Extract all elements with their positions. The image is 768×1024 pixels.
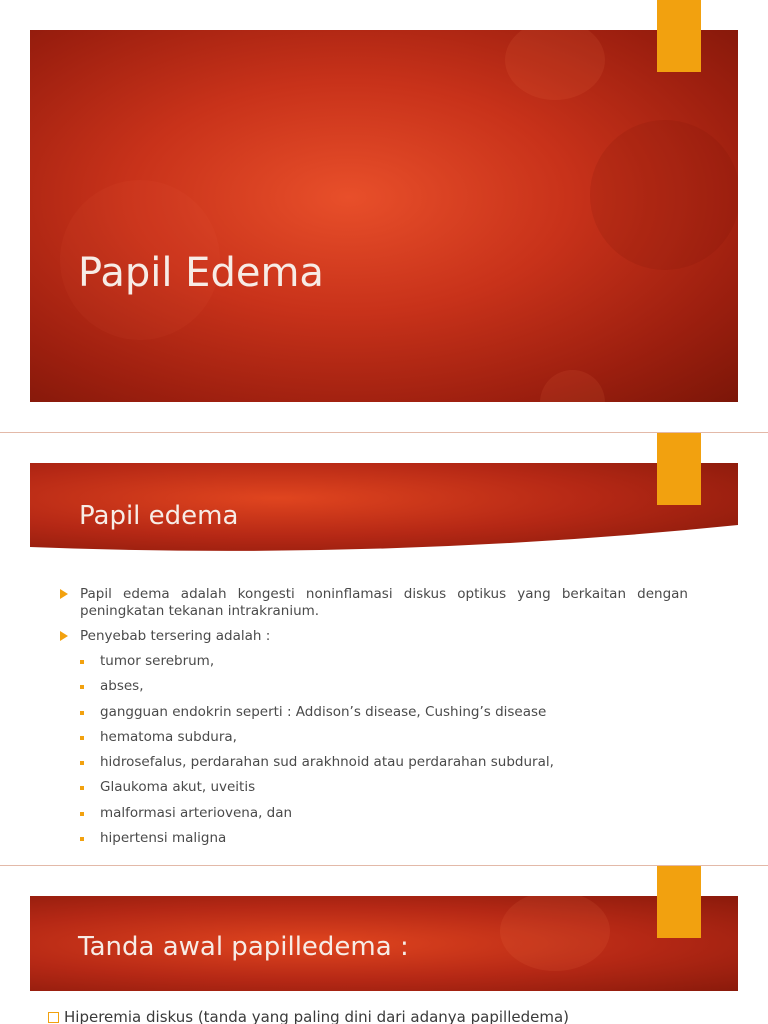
square-bullet-icon <box>80 786 84 790</box>
causes-list <box>60 649 688 851</box>
bullet-text: Hiperemia diskus (tanda yang paling dini dari adanya papilledema) <box>64 1008 570 1024</box>
square-bullet-icon <box>80 812 84 816</box>
slide-2 <box>0 433 768 865</box>
square-bullet-icon <box>80 736 84 740</box>
cause-item: malformasi arteriovena, dan <box>60 801 688 826</box>
bokeh-circle <box>590 120 738 270</box>
slide-title: Tanda awal papilledema : <box>78 932 409 962</box>
accent-tab <box>657 0 701 72</box>
slide-3 <box>0 866 768 1024</box>
bokeh-circle <box>505 30 605 100</box>
bullet-text: Penyebab tersering adalah : <box>80 628 271 644</box>
square-bullet-icon <box>80 660 84 664</box>
cause-item: hematoma subdura, <box>60 725 688 750</box>
cause-item: gangguan endokrin seperti : Addison’s disease, Cushing’s disease <box>60 700 688 725</box>
cause-item: abses, <box>60 674 688 699</box>
slide-1 <box>0 0 768 432</box>
bullet-item <box>60 586 688 620</box>
bullet-list <box>60 586 688 851</box>
bullet-item <box>48 1008 748 1024</box>
checkbox-bullet-icon <box>48 1012 59 1023</box>
cause-item: tumor serebrum, <box>60 649 688 674</box>
bokeh-circle <box>500 896 610 971</box>
bullet-item <box>60 628 688 851</box>
arrow-bullet-icon <box>60 631 68 641</box>
slide-title: Papil edema <box>79 501 239 531</box>
bokeh-circle <box>540 370 605 402</box>
title-banner <box>30 30 738 402</box>
cause-item: hidrosefalus, perdarahan sud arakhnoid atau perdarahan subdural, <box>60 750 688 775</box>
bullet-text: Papil edema adalah kongesti noninflamasi diskus optikus yang berkaitan dengan peningkatan tekanan intrakranium. <box>80 586 688 619</box>
cause-item: hipertensi maligna <box>60 826 688 851</box>
accent-tab <box>657 433 701 505</box>
bullet-list <box>48 1008 748 1024</box>
arrow-bullet-icon <box>60 589 68 599</box>
square-bullet-icon <box>80 761 84 765</box>
accent-tab <box>657 866 701 938</box>
square-bullet-icon <box>80 685 84 689</box>
cause-item: Glaukoma akut, uveitis <box>60 775 688 800</box>
square-bullet-icon <box>80 711 84 715</box>
square-bullet-icon <box>80 837 84 841</box>
slide-title: Papil Edema <box>78 250 324 296</box>
